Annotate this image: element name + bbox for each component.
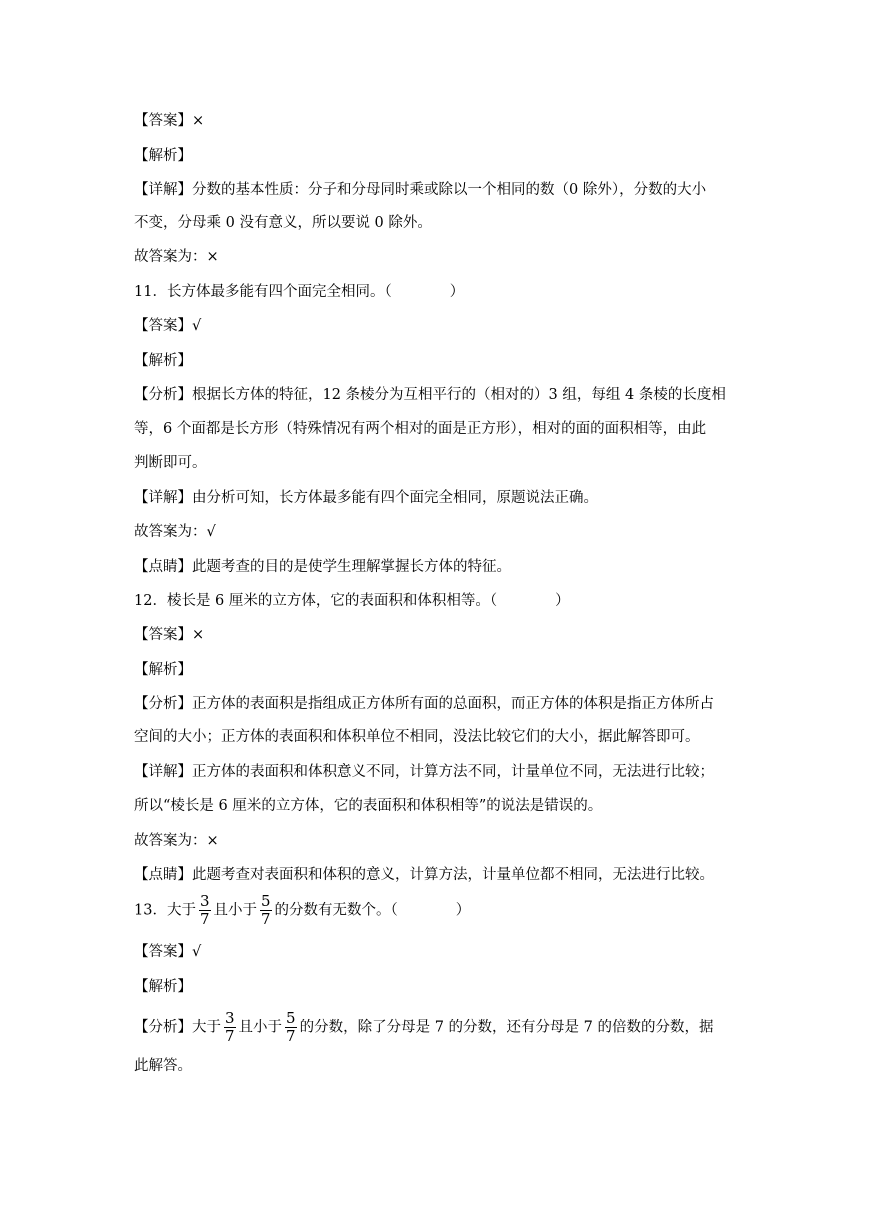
q13-analysis-mid: 且小于 xyxy=(238,1019,283,1036)
fraction-numerator: 5 xyxy=(286,1009,296,1027)
fraction-five-sevenths xyxy=(260,893,272,928)
q13-analysis-line-2: 此解答。 xyxy=(134,1058,192,1074)
q11-final-answer: 故答案为：√ xyxy=(134,524,216,540)
fraction-numerator: 3 xyxy=(199,892,210,910)
q13-question xyxy=(134,893,744,928)
q12-question: 12．棱长是 6 厘米的立方体，它的表面积和体积相等。（ ） xyxy=(134,593,570,609)
q11-analysis-line-3: 判断即可。 xyxy=(134,455,207,471)
q11-analysis-line-1: 【分析】根据长方体的特征，12 条棱分为互相平行的（相对的）3 组，每组 4 条棱的长度相 xyxy=(134,387,726,403)
q13-question-suffix: 的分数有无数个。（ ） xyxy=(274,902,471,919)
q12-analysis-line-1: 【分析】正方体的表面积是指组成正方体所有面的总面积，而正方体的体积是指正方体所占 xyxy=(134,696,714,712)
q13-analysis-line-1 xyxy=(134,1010,744,1045)
q13-question-mid: 且小于 xyxy=(213,902,257,919)
q12-comment: 【点睛】此题考查对表面积和体积的意义，计算方法，计量单位都不相同，无法进行比较。 xyxy=(134,867,714,883)
q13-question-prefix: 13．大于 xyxy=(134,902,196,919)
fraction-three-sevenths xyxy=(199,893,211,928)
q12-analysis-line-2: 空间的大小；正方体的表面积和体积单位不相同，没法比较它们的大小，据此解答即可。 xyxy=(134,729,700,745)
q10-detail-line-1: 【详解】分数的基本性质：分子和分母同时乘或除以一个相同的数（0 除外），分数的大小 xyxy=(134,182,707,198)
q11-comment: 【点睛】此题考查的目的是使学生理解掌握长方体的特征。 xyxy=(134,559,511,575)
fraction-five-sevenths xyxy=(285,1010,297,1045)
q12-final-answer: 故答案为：× xyxy=(134,833,219,849)
q13-analysis-suffix: 的分数，除了分母是 7 的分数，还有分母是 7 的倍数的分数，据 xyxy=(299,1019,714,1036)
fraction-numerator: 5 xyxy=(261,892,271,910)
q12-detail-line-2: 所以“棱长是 6 厘米的立方体，它的表面积和体积相等”的说法是错误的。 xyxy=(134,798,603,814)
q12-answer: 【答案】× xyxy=(134,627,205,643)
q11-answer: 【答案】√ xyxy=(134,318,202,334)
q10-final-answer: 故答案为：× xyxy=(134,249,219,265)
q12-detail-line-1: 【详解】正方体的表面积和体积意义不同，计算方法不同，计量单位不同，无法进行比较； xyxy=(134,764,714,780)
fraction-denominator: 7 xyxy=(199,910,210,928)
q10-answer: 【答案】× xyxy=(134,113,205,129)
q10-analysis-heading: 【解析】 xyxy=(134,148,192,164)
fraction-denominator: 7 xyxy=(225,1027,235,1045)
q11-analysis-heading: 【解析】 xyxy=(134,353,192,369)
fraction-denominator: 7 xyxy=(286,1027,296,1045)
q12-analysis-heading: 【解析】 xyxy=(134,662,192,678)
q13-analysis-prefix: 【分析】大于 xyxy=(134,1019,221,1036)
q11-analysis-line-2: 等，6 个面都是长方形（特殊情况有两个相对的面是正方形），相对的面的面积相等，由此 xyxy=(134,421,707,437)
q13-answer: 【答案】√ xyxy=(134,944,202,960)
q11-question: 11．长方体最多能有四个面完全相同。（ ） xyxy=(134,284,465,300)
q13-analysis-heading: 【解析】 xyxy=(134,979,192,995)
fraction-three-sevenths xyxy=(224,1010,236,1045)
fraction-denominator: 7 xyxy=(261,910,271,928)
fraction-numerator: 3 xyxy=(225,1009,235,1027)
q11-detail: 【详解】由分析可知，长方体最多能有四个面完全相同，原题说法正确。 xyxy=(134,490,598,506)
q10-detail-line-2: 不变，分母乘 0 没有意义，所以要说 0 除外。 xyxy=(134,215,432,231)
